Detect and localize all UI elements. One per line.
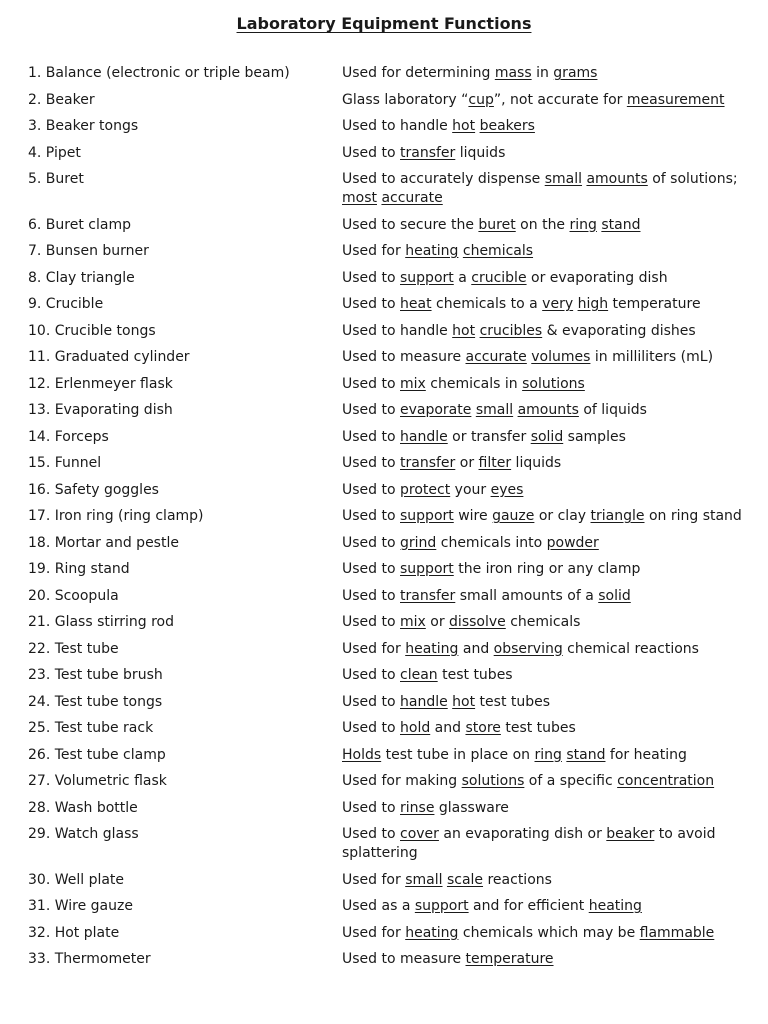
underlined-keyword: amounts [586, 171, 648, 187]
underlined-keyword: support [400, 561, 454, 577]
function-text: in milliliters (mL) [590, 349, 714, 365]
equipment-name: 25. Test tube rack [28, 720, 154, 736]
equipment-name: 28. Wash bottle [28, 799, 138, 816]
underlined-keyword: small [544, 171, 583, 187]
function-text: reactions [483, 871, 552, 888]
underlined-keyword: ring [534, 746, 562, 763]
equipment-name: 16. Safety goggles [28, 481, 159, 498]
table-row [28, 640, 748, 667]
underlined-keyword: Holds [342, 746, 382, 763]
underlined-keyword: eyes [490, 481, 524, 498]
equipment-name: 12. Erlenmeyer flask [28, 375, 173, 392]
function-text: for heating [605, 746, 687, 763]
table-row [28, 693, 748, 720]
equipment-function [342, 348, 748, 367]
function-text: or transfer [447, 428, 531, 445]
function-text: and [430, 720, 466, 736]
equipment-function [342, 587, 748, 606]
equipment-function [342, 117, 748, 136]
underlined-keyword: clean [400, 667, 438, 683]
function-text: wire [453, 508, 493, 524]
function-text: Used to measure [342, 951, 466, 967]
table-row [28, 454, 748, 481]
equipment-name: 11. Graduated cylinder [28, 349, 190, 365]
underlined-keyword: ring [569, 216, 597, 233]
equipment-name: 5. Buret [28, 171, 84, 187]
table-row [28, 507, 748, 534]
function-text: Used for [342, 640, 406, 657]
function-text: small amounts of a [455, 587, 599, 604]
underlined-keyword: solutions [522, 375, 585, 392]
equipment-name: 31. Wire gauze [28, 898, 133, 914]
equipment-name: 26. Test tube clamp [28, 746, 166, 763]
function-text: Used to secure the [342, 216, 479, 233]
equipment-function [342, 799, 748, 818]
underlined-keyword: buret [478, 216, 516, 233]
underlined-keyword: cup [468, 91, 494, 108]
equipment-name: 33. Thermometer [28, 951, 151, 967]
equipment-name: 7. Bunsen burner [28, 243, 149, 259]
equipment-name: 27. Volumetric flask [28, 773, 167, 789]
table-row [28, 613, 748, 640]
underlined-keyword: heating [405, 924, 459, 941]
underlined-keyword: stand [601, 216, 641, 233]
function-text: an evaporating dish or [438, 826, 607, 842]
underlined-keyword: chemicals [462, 243, 534, 259]
underlined-keyword: support [400, 508, 454, 524]
underlined-keyword: solutions [461, 773, 525, 789]
underlined-keyword: evaporate [400, 402, 472, 418]
underlined-keyword: solid [598, 587, 631, 604]
table-row [28, 924, 748, 951]
function-text: on ring stand [644, 508, 742, 524]
underlined-keyword: hold [400, 720, 431, 736]
underlined-keyword: store [465, 720, 501, 736]
function-text: on the [515, 216, 570, 233]
underlined-keyword: mix [400, 614, 426, 630]
underlined-keyword: concentration [617, 773, 715, 789]
function-text: of a specific [524, 773, 618, 789]
underlined-keyword: cover [400, 826, 439, 842]
table-row [28, 897, 748, 924]
function-text: test tubes [500, 720, 576, 736]
table-row [28, 322, 748, 349]
function-text: Used to [342, 481, 400, 498]
function-text: test tubes [437, 667, 513, 683]
equipment-function [342, 534, 748, 553]
equipment-function [342, 897, 748, 916]
function-text: and [458, 640, 494, 657]
function-text: ”, not accurate for [493, 91, 627, 108]
function-text: test tubes [475, 693, 551, 710]
underlined-keyword: transfer [400, 455, 456, 471]
function-text: temperature [608, 296, 701, 312]
equipment-name: 17. Iron ring (ring clamp) [28, 508, 204, 524]
underlined-keyword: handle [400, 428, 448, 445]
underlined-keyword: small [405, 871, 443, 888]
function-text: test tube in place on [381, 746, 535, 763]
table-row [28, 746, 748, 773]
equipment-name: 10. Crucible tongs [28, 322, 156, 339]
table-row [28, 428, 748, 455]
equipment-function [342, 242, 748, 261]
underlined-keyword: accurate [465, 349, 527, 365]
equipment-name: 15. Funnel [28, 455, 102, 471]
underlined-keyword: measurement [626, 91, 725, 108]
underlined-keyword: beakers [479, 118, 535, 134]
table-row [28, 295, 748, 322]
equipment-function [342, 666, 748, 685]
function-text: to avoid splattering [342, 826, 716, 861]
function-text: Used to accurately dispense [342, 171, 545, 187]
equipment-function [342, 560, 748, 579]
equipment-function [342, 825, 748, 863]
function-text: Used as a [342, 898, 415, 914]
table-row [28, 825, 748, 871]
equipment-function [342, 746, 748, 765]
underlined-keyword: temperature [465, 951, 554, 967]
function-text: Used to [342, 614, 400, 630]
underlined-keyword: volumes [531, 349, 591, 365]
underlined-keyword: flammable [639, 924, 715, 941]
equipment-function [342, 216, 748, 235]
equipment-function [342, 64, 748, 83]
function-text: Used to [342, 402, 400, 418]
equipment-function [342, 950, 748, 969]
equipment-function [342, 507, 748, 526]
function-text: liquids [455, 144, 506, 161]
function-text: Used for determining [342, 65, 495, 81]
underlined-keyword: amounts [517, 402, 579, 418]
underlined-keyword: hot [452, 693, 476, 710]
function-text: or evaporating dish [526, 269, 668, 286]
function-text: chemicals in [425, 375, 523, 392]
equipment-name: 29. Watch glass [28, 826, 139, 842]
function-text: in [531, 65, 554, 81]
equipment-name: 1. Balance (electronic or triple beam) [28, 65, 290, 81]
table-row [28, 242, 748, 269]
function-text: samples [563, 428, 626, 445]
table-row [28, 91, 748, 118]
underlined-keyword: very [542, 296, 574, 312]
function-text: or clay [534, 508, 591, 524]
function-text: liquids [511, 455, 562, 471]
underlined-keyword: hot [452, 322, 476, 339]
table-row [28, 871, 748, 898]
underlined-keyword: mix [400, 375, 426, 392]
equipment-name: 6. Buret clamp [28, 216, 131, 233]
underlined-keyword: triangle [590, 508, 645, 524]
underlined-keyword: dissolve [449, 614, 506, 630]
function-text: or [425, 614, 450, 630]
function-text: Used to handle [342, 118, 453, 134]
underlined-keyword: support [400, 269, 454, 286]
equipment-name: 8. Clay triangle [28, 269, 135, 286]
underlined-keyword: filter [478, 455, 512, 471]
equipment-function [342, 428, 748, 447]
table-row [28, 170, 748, 216]
table-row [28, 799, 748, 826]
underlined-keyword: rinse [400, 799, 435, 816]
equipment-function [342, 375, 748, 394]
equipment-function [342, 454, 748, 473]
function-text: Used for [342, 924, 406, 941]
page-title: Laboratory Equipment Functions [236, 14, 532, 33]
table-row [28, 216, 748, 243]
function-text: Used to [342, 296, 400, 312]
underlined-keyword: heating [405, 640, 459, 657]
function-text: Used for [342, 871, 406, 888]
equipment-function [342, 719, 748, 738]
equipment-name: 24. Test tube tongs [28, 693, 163, 710]
underlined-keyword: most [342, 190, 377, 206]
function-text: Used to handle [342, 322, 453, 339]
underlined-keyword: beaker [606, 826, 655, 842]
equipment-function [342, 144, 748, 163]
function-text: Used to [342, 508, 400, 524]
equipment-function [342, 871, 748, 890]
equipment-name: 19. Ring stand [28, 561, 130, 577]
function-text: your [450, 481, 491, 498]
table-row [28, 950, 748, 977]
function-text: Used to measure [342, 349, 466, 365]
underlined-keyword: support [414, 898, 469, 914]
equipment-name: 18. Mortar and pestle [28, 534, 179, 551]
function-text: chemical reactions [562, 640, 699, 657]
underlined-keyword: mass [494, 65, 532, 81]
equipment-name: 22. Test tube [28, 640, 119, 657]
underlined-keyword: observing [493, 640, 563, 657]
function-text: Used to [342, 269, 400, 286]
table-row [28, 481, 748, 508]
function-text: Glass laboratory “ [342, 91, 469, 108]
equipment-function [342, 924, 748, 943]
function-text: Used for [342, 243, 406, 259]
equipment-name: 21. Glass stirring rod [28, 614, 175, 630]
equipment-function [342, 170, 748, 208]
function-text: Used to [342, 826, 400, 842]
table-row [28, 666, 748, 693]
function-text: or [455, 455, 479, 471]
equipment-name: 3. Beaker tongs [28, 118, 139, 134]
table-row [28, 117, 748, 144]
equipment-name: 23. Test tube brush [28, 667, 163, 683]
function-text: Used to [342, 534, 400, 551]
equipment-name: 14. Forceps [28, 428, 109, 445]
underlined-keyword: transfer [400, 587, 456, 604]
equipment-function [342, 401, 748, 420]
function-text: Used to [342, 693, 400, 710]
equipment-name: 13. Evaporating dish [28, 402, 173, 418]
equipment-function [342, 91, 748, 110]
function-text: of liquids [578, 402, 647, 418]
function-text: chemicals which may be [458, 924, 640, 941]
equipment-function [342, 322, 748, 341]
equipment-function [342, 613, 748, 632]
underlined-keyword: gauze [492, 508, 535, 524]
underlined-keyword: crucible [471, 269, 527, 286]
function-text: & evaporating dishes [542, 322, 696, 339]
function-text: Used to [342, 144, 400, 161]
underlined-keyword: grind [400, 534, 437, 551]
underlined-keyword: handle [400, 693, 448, 710]
table-row [28, 144, 748, 171]
function-text: and for efficient [468, 898, 589, 914]
table-row [28, 64, 748, 91]
underlined-keyword: transfer [400, 144, 456, 161]
table-row [28, 534, 748, 561]
table-row [28, 587, 748, 614]
function-text: Used to [342, 720, 400, 736]
table-row [28, 401, 748, 428]
underlined-keyword: heating [405, 243, 459, 259]
equipment-name: 4. Pipet [28, 144, 81, 161]
equipment-function [342, 693, 748, 712]
equipment-function [342, 640, 748, 659]
equipment-function [342, 295, 748, 314]
table-row [28, 560, 748, 587]
underlined-keyword: crucibles [479, 322, 543, 339]
underlined-keyword: protect [400, 481, 451, 498]
function-text: Used to [342, 587, 400, 604]
function-text: chemicals to a [431, 296, 543, 312]
underlined-keyword: stand [566, 746, 606, 763]
table-row [28, 348, 748, 375]
function-text: Used to [342, 799, 400, 816]
underlined-keyword: scale [446, 871, 484, 888]
table-row [28, 719, 748, 746]
underlined-keyword: accurate [381, 190, 443, 206]
function-text: Used to [342, 375, 400, 392]
underlined-keyword: small [475, 402, 514, 418]
equipment-name: 2. Beaker [28, 91, 95, 108]
function-text: Used to [342, 667, 400, 683]
table-row [28, 269, 748, 296]
underlined-keyword: high [577, 296, 609, 312]
underlined-keyword: heat [400, 296, 432, 312]
function-text: Used to [342, 455, 400, 471]
function-text: chemicals [505, 614, 581, 630]
function-text: glassware [434, 799, 509, 816]
equipment-table [28, 64, 748, 977]
function-text: chemicals into [436, 534, 547, 551]
equipment-name: 32. Hot plate [28, 924, 120, 941]
function-text: the iron ring or any clamp [453, 561, 641, 577]
equipment-name: 9. Crucible [28, 296, 104, 312]
equipment-name: 30. Well plate [28, 871, 125, 888]
function-text: a [453, 269, 472, 286]
underlined-keyword: powder [546, 534, 599, 551]
equipment-function [342, 481, 748, 500]
equipment-function [342, 269, 748, 288]
underlined-keyword: grams [553, 65, 598, 81]
function-text: of solutions; [647, 171, 738, 187]
underlined-keyword: heating [588, 898, 642, 914]
table-row [28, 772, 748, 799]
function-text: Used to [342, 561, 400, 577]
equipment-function [342, 772, 748, 791]
function-text: Used for making [342, 773, 462, 789]
underlined-keyword: solid [530, 428, 564, 445]
function-text: Used to [342, 428, 400, 445]
table-row [28, 375, 748, 402]
equipment-name: 20. Scoopula [28, 587, 119, 604]
underlined-keyword: hot [452, 118, 476, 134]
